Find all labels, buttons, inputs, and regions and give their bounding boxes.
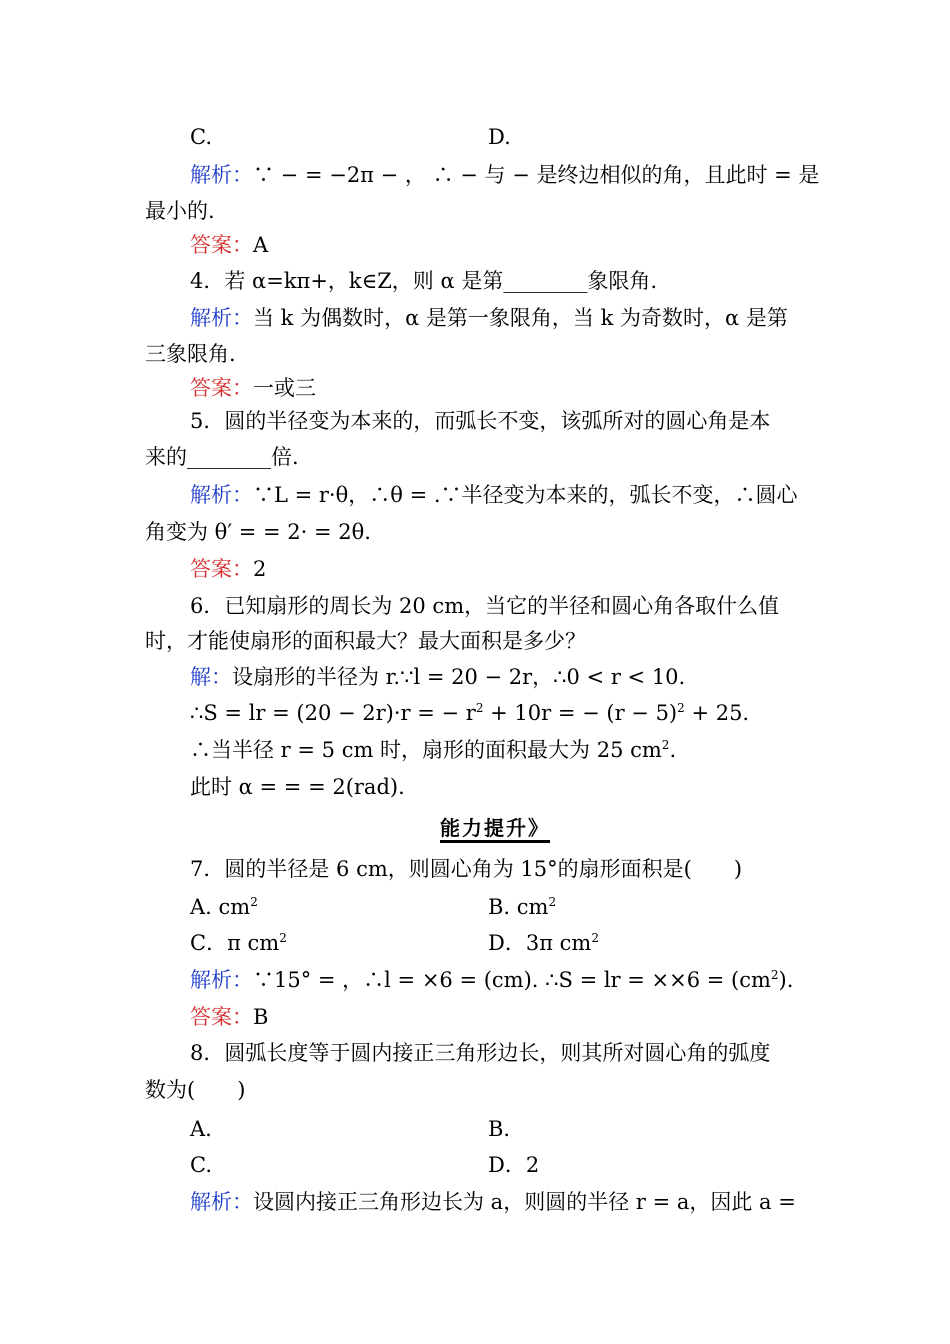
- analysis-4-cont: 三象限角.: [145, 342, 236, 366]
- question-8-cont: 数为( ): [145, 1078, 246, 1102]
- option-d: D.: [488, 125, 511, 149]
- option-a: A.: [190, 1117, 212, 1141]
- analysis-5-cont: 角变为 θ′ = = 2· = 2θ.: [145, 520, 371, 544]
- option-a: A. $cm^2$: [190, 895, 258, 919]
- question-5: 5．圆的半径变为本来的，而弧长不变，该弧所对的圆心角是本: [190, 409, 771, 433]
- section-banner: [440, 812, 570, 842]
- banner-title: 能力提升》: [440, 816, 550, 840]
- analysis-7: 解析：∵15° = ，∴l = ×6 = (cm). ∴S = lr = $\times\times 6 = (cm^2)$.: [190, 968, 794, 992]
- answer-7: 答案：B: [190, 1005, 269, 1029]
- option-c: C．π $cm^2$: [190, 931, 287, 955]
- solution-6: 解：设扇形的半径为 r.∵l = 20 − 2r，∴0 < r < 10.: [190, 665, 686, 689]
- analysis-label: 解析：: [190, 306, 253, 330]
- analysis-3-cont: 最小的.: [145, 199, 215, 223]
- analysis-3: 解析：∵ − = −2π − ， ∴ − 与 − 是终边相似的角，且此时 = 是: [190, 163, 820, 187]
- answer-4: 答案：一或三: [190, 376, 316, 400]
- option-d: D．3π $cm^2$: [488, 931, 599, 955]
- analysis-label: 解析：: [190, 483, 253, 507]
- analysis-label: 解析：: [190, 968, 253, 992]
- solution-6-max: ∴当半径 r = 5 cm 时，扇形的面积最大为 25 $cm^2$.: [190, 738, 677, 762]
- analysis-8: 解析：设圆内接正三角形边长为 a，则圆的半径 r = a，因此 a =: [190, 1190, 796, 1214]
- answer-5: 答案：2: [190, 557, 267, 581]
- answer-label: 答案：: [190, 233, 253, 257]
- question-5-cont: 来的________倍.: [145, 445, 299, 469]
- question-8: 8．圆弧长度等于圆内接正三角形边长，则其所对圆心角的弧度: [190, 1041, 771, 1065]
- answer-label: 答案：: [190, 1005, 253, 1029]
- answer-3: 答案：A: [190, 233, 269, 257]
- solution-6-area: ∴S = lr = (20 − 2r)·r = − $r^2 + 10r$ = − $(r - 5)^2 + 25$.: [190, 701, 750, 725]
- banner-underline: [440, 840, 550, 843]
- analysis-4: 解析：当 k 为偶数时，α 是第一象限角，当 k 为奇数时，α 是第: [190, 306, 788, 330]
- question-6-cont: 时，才能使扇形的面积最大？最大面积是多少？: [145, 629, 586, 653]
- option-c: C.: [190, 1153, 212, 1177]
- analysis-5: 解析：∵L = r·θ，∴θ = .∵半径变为本来的，弧长不变，∴圆心: [190, 483, 798, 507]
- solution-label: 解：: [190, 665, 232, 689]
- option-c: C.: [190, 125, 212, 149]
- solution-6-alpha: 此时 α = = = 2(rad).: [190, 775, 405, 799]
- answer-label: 答案：: [190, 557, 253, 581]
- option-d: D．2: [488, 1153, 540, 1177]
- analysis-label: 解析：: [190, 1190, 253, 1214]
- option-b: B.: [488, 1117, 511, 1141]
- option-b: B. $cm^2$: [488, 895, 557, 919]
- answer-label: 答案：: [190, 376, 253, 400]
- question-7: 7．圆的半径是 6 cm，则圆心角为 15°的扇形面积是( ): [190, 857, 743, 881]
- question-4: 4．若 α=kπ+，k∈Z，则 α 是第________象限角.: [190, 269, 658, 293]
- analysis-label: 解析：: [190, 163, 253, 187]
- question-6: 6．已知扇形的周长为 20 cm，当它的半径和圆心角各取什么值: [190, 594, 780, 618]
